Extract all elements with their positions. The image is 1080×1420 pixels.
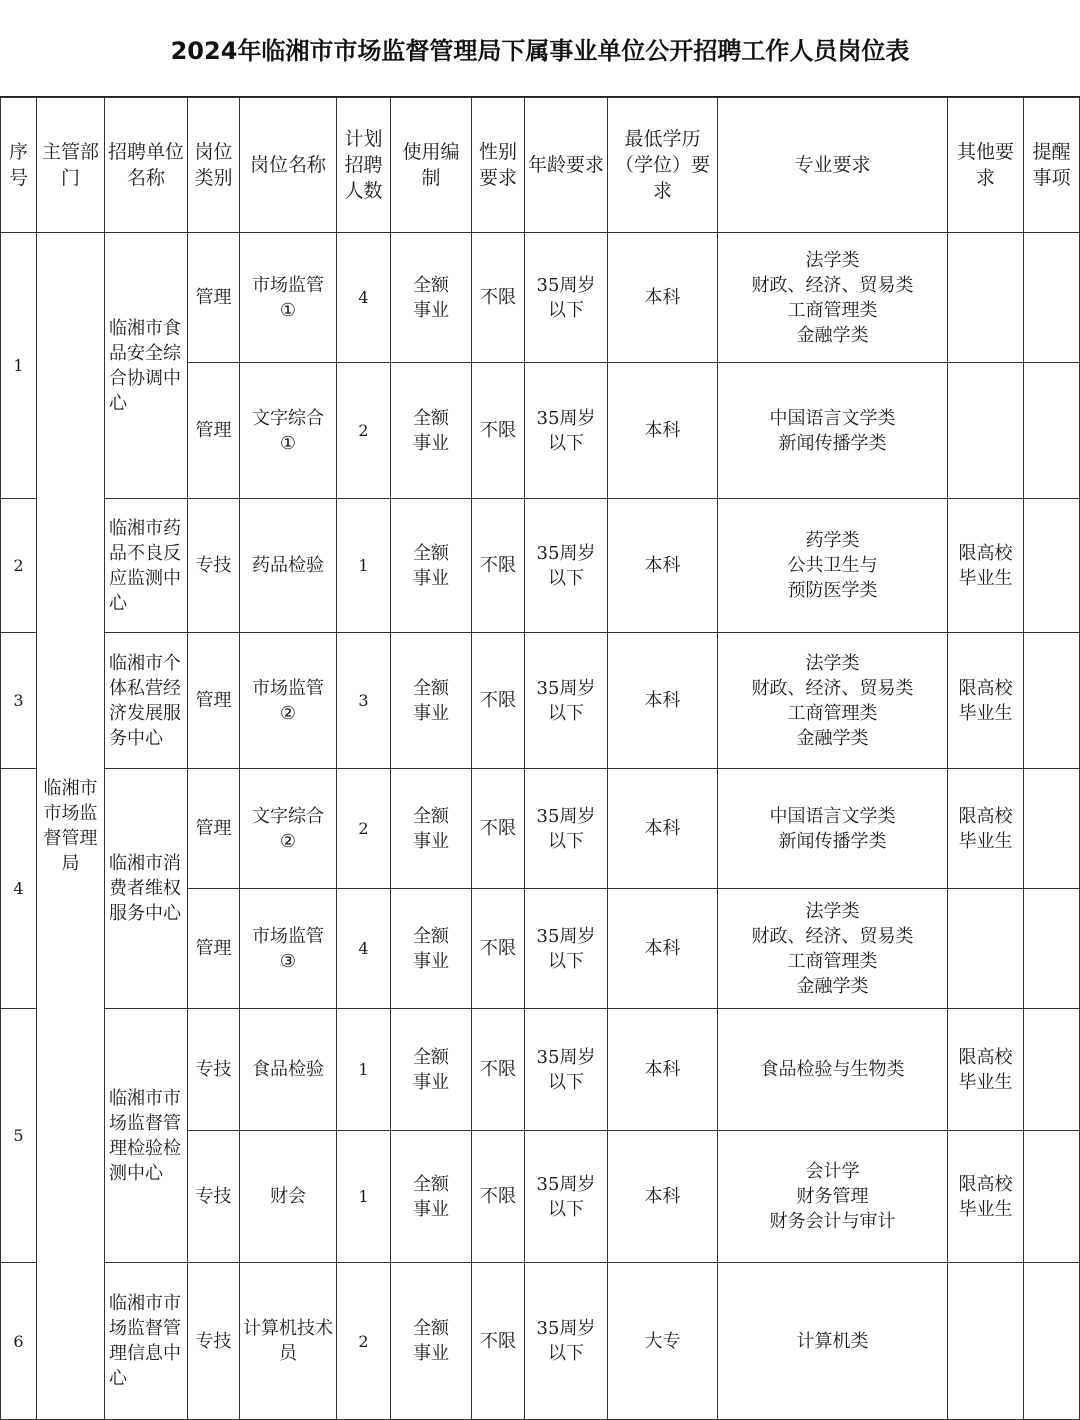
post-cell: 市场监管 ① <box>240 233 337 363</box>
gender-cell: 不限 <box>472 889 525 1009</box>
post-cell: 食品检验 <box>240 1009 337 1131</box>
edu-cell: 本科 <box>608 633 718 769</box>
header-remind: 提醒事项 <box>1024 98 1080 233</box>
count-cell: 2 <box>337 363 391 499</box>
gender-cell: 不限 <box>472 233 525 363</box>
other-cell <box>948 889 1024 1009</box>
header-major: 专业要求 <box>718 98 948 233</box>
edu-cell: 本科 <box>608 499 718 633</box>
major-cell: 会计学 财务管理 财务会计与审计 <box>718 1131 948 1263</box>
staffing-cell: 全额 事业 <box>391 499 472 633</box>
staffing-cell: 全额 事业 <box>391 1009 472 1131</box>
table-row <box>1 633 1080 769</box>
remind-cell <box>1024 1009 1080 1131</box>
header-count: 计划招聘人数 <box>337 98 391 233</box>
age-cell: 35周岁以下 <box>525 1131 608 1263</box>
remind-cell <box>1024 769 1080 889</box>
age-cell: 35周岁以下 <box>525 889 608 1009</box>
major-cell: 食品检验与生物类 <box>718 1009 948 1131</box>
major-cell: 计算机类 <box>718 1263 948 1420</box>
category-cell: 管理 <box>188 633 240 769</box>
header-gender: 性别要求 <box>472 98 525 233</box>
count-cell: 3 <box>337 633 391 769</box>
category-cell: 专技 <box>188 1131 240 1263</box>
unit-cell: 临湘市市场监督管理检验检测中心 <box>105 1009 188 1263</box>
gender-cell: 不限 <box>472 769 525 889</box>
header-unit: 招聘单位名称 <box>105 98 188 233</box>
gender-cell: 不限 <box>472 363 525 499</box>
major-cell: 中国语言文学类 新闻传播学类 <box>718 363 948 499</box>
unit-cell: 临湘市市场监督管理信息中心 <box>105 1263 188 1420</box>
seq-cell: 5 <box>1 1009 37 1263</box>
unit-cell: 临湘市药品不良反应监测中心 <box>105 499 188 633</box>
department-cell: 临湘市市场监督管理局 <box>37 233 105 1420</box>
edu-cell: 本科 <box>608 1009 718 1131</box>
table-row <box>1 769 1080 889</box>
count-cell: 1 <box>337 1131 391 1263</box>
edu-cell: 本科 <box>608 233 718 363</box>
staffing-cell: 全额 事业 <box>391 1131 472 1263</box>
category-cell: 管理 <box>188 769 240 889</box>
other-cell: 限高校 毕业生 <box>948 633 1024 769</box>
post-cell: 财会 <box>240 1131 337 1263</box>
age-cell: 35周岁以下 <box>525 499 608 633</box>
other-cell <box>948 1263 1024 1420</box>
seq-cell: 3 <box>1 633 37 769</box>
other-cell: 限高校 毕业生 <box>948 1009 1024 1131</box>
remind-cell <box>1024 499 1080 633</box>
unit-cell: 临湘市个体私营经济发展服务中心 <box>105 633 188 769</box>
age-cell: 35周岁以下 <box>525 769 608 889</box>
remind-cell <box>1024 233 1080 363</box>
post-cell: 文字综合 ① <box>240 363 337 499</box>
edu-cell: 本科 <box>608 363 718 499</box>
count-cell: 4 <box>337 233 391 363</box>
table-header-row <box>1 98 1080 233</box>
major-cell: 法学类 财政、经济、贸易类 工商管理类 金融学类 <box>718 889 948 1009</box>
gender-cell: 不限 <box>472 633 525 769</box>
staffing-cell: 全额 事业 <box>391 363 472 499</box>
major-cell: 法学类 财政、经济、贸易类 工商管理类 金融学类 <box>718 233 948 363</box>
header-seq: 序号 <box>1 98 37 233</box>
remind-cell <box>1024 1263 1080 1420</box>
seq-cell: 6 <box>1 1263 37 1420</box>
gender-cell: 不限 <box>472 1131 525 1263</box>
remind-cell <box>1024 363 1080 499</box>
post-cell: 市场监管 ② <box>240 633 337 769</box>
count-cell: 4 <box>337 889 391 1009</box>
other-cell: 限高校 毕业生 <box>948 1131 1024 1263</box>
post-cell: 文字综合 ② <box>240 769 337 889</box>
category-cell: 专技 <box>188 499 240 633</box>
count-cell: 1 <box>337 1009 391 1131</box>
gender-cell: 不限 <box>472 1263 525 1420</box>
header-age: 年龄要求 <box>525 98 608 233</box>
edu-cell: 大专 <box>608 1263 718 1420</box>
staffing-cell: 全额 事业 <box>391 233 472 363</box>
seq-cell: 1 <box>1 233 37 499</box>
category-cell: 专技 <box>188 1263 240 1420</box>
category-cell: 管理 <box>188 233 240 363</box>
edu-cell: 本科 <box>608 769 718 889</box>
table-row <box>1 233 1080 363</box>
other-cell: 限高校 毕业生 <box>948 769 1024 889</box>
seq-cell: 2 <box>1 499 37 633</box>
post-cell: 计算机技术员 <box>240 1263 337 1420</box>
age-cell: 35周岁以下 <box>525 233 608 363</box>
header-edu: 最低学历（学位）要求 <box>608 98 718 233</box>
unit-cell: 临湘市食品安全综合协调中心 <box>105 233 188 499</box>
unit-cell: 临湘市消费者维权服务中心 <box>105 769 188 1009</box>
age-cell: 35周岁以下 <box>525 1263 608 1420</box>
other-cell <box>948 363 1024 499</box>
age-cell: 35周岁以下 <box>525 363 608 499</box>
major-cell: 法学类 财政、经济、贸易类 工商管理类 金融学类 <box>718 633 948 769</box>
post-cell: 药品检验 <box>240 499 337 633</box>
seq-cell: 4 <box>1 769 37 1009</box>
edu-cell: 本科 <box>608 889 718 1009</box>
job-table <box>0 97 1080 1420</box>
remind-cell <box>1024 633 1080 769</box>
gender-cell: 不限 <box>472 499 525 633</box>
header-post: 岗位名称 <box>240 98 337 233</box>
category-cell: 管理 <box>188 889 240 1009</box>
other-cell <box>948 233 1024 363</box>
category-cell: 专技 <box>188 1009 240 1131</box>
edu-cell: 本科 <box>608 1131 718 1263</box>
count-cell: 1 <box>337 499 391 633</box>
major-cell: 药学类 公共卫生与 预防医学类 <box>718 499 948 633</box>
staffing-cell: 全额 事业 <box>391 1263 472 1420</box>
other-cell: 限高校 毕业生 <box>948 499 1024 633</box>
remind-cell <box>1024 889 1080 1009</box>
table-row <box>1 1009 1080 1131</box>
page-title: 2024年临湘市市场监督管理局下属事业单位公开招聘工作人员岗位表 <box>170 36 910 65</box>
age-cell: 35周岁以下 <box>525 1009 608 1131</box>
remind-cell <box>1024 1131 1080 1263</box>
post-cell: 市场监管 ③ <box>240 889 337 1009</box>
staffing-cell: 全额 事业 <box>391 633 472 769</box>
header-dept: 主管部门 <box>37 98 105 233</box>
gender-cell: 不限 <box>472 1009 525 1131</box>
major-cell: 中国语言文学类 新闻传播学类 <box>718 769 948 889</box>
table-row <box>1 1263 1080 1420</box>
count-cell: 2 <box>337 769 391 889</box>
age-cell: 35周岁以下 <box>525 633 608 769</box>
category-cell: 管理 <box>188 363 240 499</box>
count-cell: 2 <box>337 1263 391 1420</box>
header-category: 岗位类别 <box>188 98 240 233</box>
staffing-cell: 全额 事业 <box>391 889 472 1009</box>
table-row <box>1 499 1080 633</box>
header-other: 其他要求 <box>948 98 1024 233</box>
header-staffing: 使用编制 <box>391 98 472 233</box>
staffing-cell: 全额 事业 <box>391 769 472 889</box>
